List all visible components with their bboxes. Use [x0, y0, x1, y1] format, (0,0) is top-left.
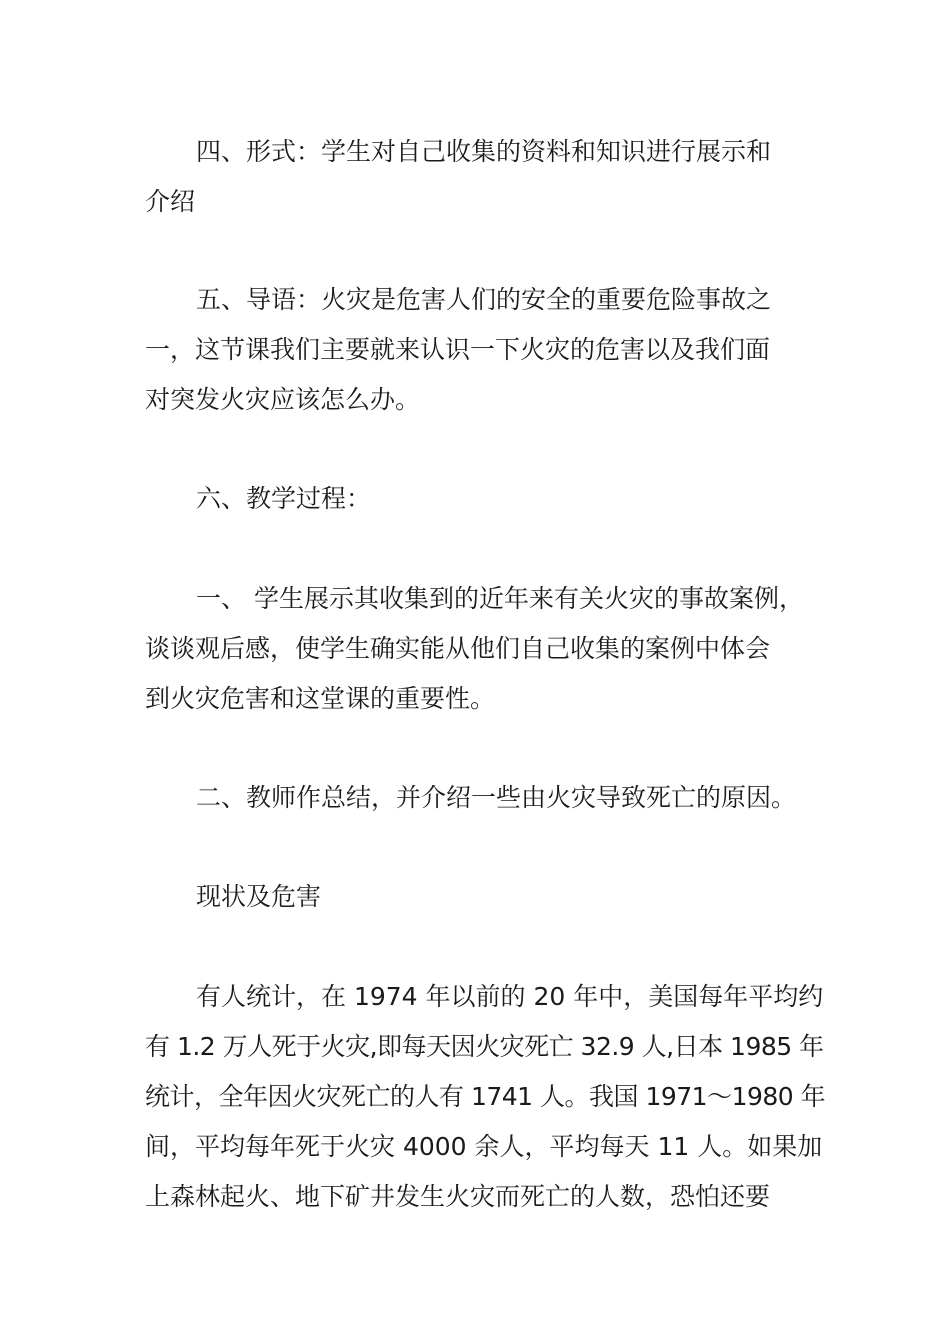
text-line: 五、导语：火灾是危害人们的安全的重要危险事故之 [196, 285, 772, 314]
text-line: 二、教师作总结，并介绍一些由火灾导致死亡的原因。 [196, 783, 797, 812]
text-line: 间，平均每年死于火灾 4000 余人，平均每天 11 人。如果加 [145, 1132, 823, 1161]
text-line: 统计，全年因火灾死亡的人有 1741 人。我国 1971～1980 年 [145, 1082, 826, 1111]
paragraph-process-heading [145, 474, 825, 524]
paragraph-step-two [145, 773, 825, 823]
text-line: 一，这节课我们主要就来认识一下火灾的危害以及我们面 [145, 335, 771, 364]
text-line: 现状及危害 [196, 882, 322, 911]
text-line: 一、 学生展示其收集到的近年来有关火灾的事故案例， [196, 584, 804, 613]
text-line: 到火灾危害和这堂课的重要性。 [145, 684, 496, 713]
paragraph-status-heading [145, 872, 825, 922]
text-line: 介绍 [145, 187, 196, 216]
text-line: 四、形式：学生对自己收集的资料和知识进行展示和 [196, 137, 772, 166]
text-line: 谈谈观后感，使学生确实能从他们自己收集的案例中体会 [145, 634, 771, 663]
text-line: 有 1.2 万人死于火灾,即每天因火灾死亡 32.9 人,日本 1985 年 [145, 1032, 824, 1061]
paragraph-intro [145, 275, 825, 425]
text-line: 有人统计，在 1974 年以前的 20 年中，美国每年平均约 [196, 982, 824, 1011]
paragraph-form [145, 127, 825, 227]
paragraph-step-one [145, 574, 825, 724]
text-line: 六、教学过程： [196, 484, 372, 513]
paragraph-statistics [145, 972, 825, 1222]
text-line: 对突发火灾应该怎么办。 [145, 385, 421, 414]
text-line: 上森林起火、地下矿井发生火灾而死亡的人数，恐怕还要 [145, 1182, 771, 1211]
